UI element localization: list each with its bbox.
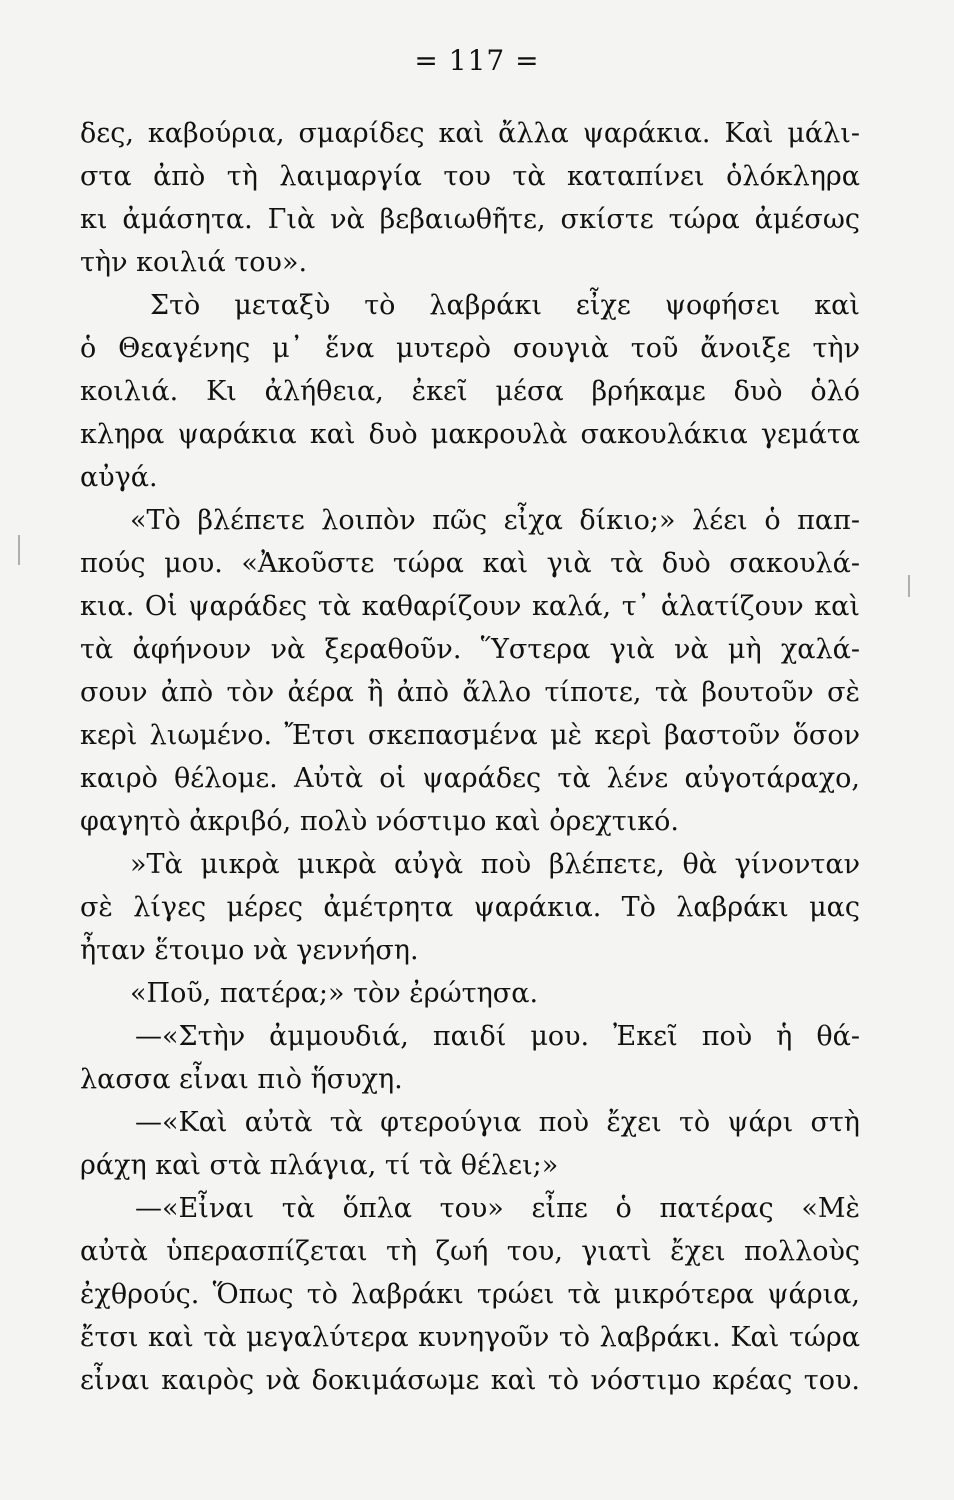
text-line: κι ἀμάσητα. Γιὰ νὰ βεβαιωθῆτε, σκίστε τώρα ἀμέσως bbox=[80, 204, 860, 235]
text-line: κοιλιά. Κι ἀλήθεια, ἐκεῖ μέσα βρήκαμε δυὸ ὁλό bbox=[80, 376, 860, 407]
text-line: —«Καὶ αὐτὰ τὰ φτερούγια ποὺ ἔχει τὸ ψάρι στὴ bbox=[135, 1107, 860, 1138]
text-line: κερὶ λιωμένο. Ἔτσι σκεπασμένα μὲ κερὶ βαστοῦν ὅσον bbox=[80, 720, 860, 751]
page-edge-mark bbox=[908, 575, 910, 597]
text-line: αὐτὰ ὑπερασπίζεται τὴ ζωή του, γιατὶ ἔχει πολλοὺς bbox=[80, 1236, 860, 1267]
page-number: = 117 = bbox=[414, 44, 540, 77]
page-edge-mark bbox=[18, 535, 20, 565]
text-line: «Ποῦ, πατέρα;» τὸν ἐρώτησα. bbox=[130, 978, 539, 1009]
text-line: τὰ ἀφήνουν νὰ ξεραθοῦν. Ὕστερα γιὰ νὰ μὴ χαλά- bbox=[80, 634, 860, 665]
text-line: κληρα ψαράκια καὶ δυὸ μακρουλὰ σακουλάκια γεμάτα bbox=[80, 419, 860, 450]
text-line: εἶναι καιρὸς νὰ δοκιμάσωμε καὶ τὸ νόστιμο κρέας του. bbox=[80, 1365, 860, 1396]
text-line: καιρὸ θέλομε. Αὐτὰ οἱ ψαράδες τὰ λένε αὐγοτάραχο, bbox=[80, 763, 860, 794]
text-line: Στὸ μεταξὺ τὸ λαβράκι εἶχε ψοφήσει καὶ bbox=[150, 290, 860, 321]
text-line: ἔτσι καὶ τὰ μεγαλύτερα κυνηγοῦν τὸ λαβράκι. Καὶ τώρα bbox=[80, 1322, 860, 1353]
text-line: δες, καβούρια, σμαρίδες καὶ ἄλλα ψαράκια. Καὶ μάλι- bbox=[80, 118, 860, 149]
text-line: πούς μου. «Ἀκοῦστε τώρα καὶ γιὰ τὰ δυὸ σακουλά- bbox=[80, 548, 860, 579]
text-line: —«Στὴν ἀμμουδιά, παιδί μου. Ἐκεῖ ποὺ ἡ θά- bbox=[135, 1021, 860, 1052]
text-line: κια. Οἱ ψαράδες τὰ καθαρίζουν καλά, τ᾿ ἁλατίζουν καὶ bbox=[80, 591, 860, 622]
text-line: ἦταν ἕτοιμο νὰ γεννήση. bbox=[80, 935, 419, 966]
text-line: φαγητὸ ἀκριβό, πολὺ νόστιμο καὶ ὀρεχτικό. bbox=[80, 806, 679, 837]
text-line: τὴν κοιλιά του». bbox=[80, 247, 308, 278]
text-line: «Τὸ βλέπετε λοιπὸν πῶς εἶχα δίκιο;» λέει ὁ παπ- bbox=[130, 505, 860, 536]
text-line: σὲ λίγες μέρες ἀμέτρητα ψαράκια. Τὸ λαβράκι μας bbox=[80, 892, 860, 923]
text-line: ἐχθρούς. Ὅπως τὸ λαβράκι τρώει τὰ μικρότερα ψάρια, bbox=[80, 1279, 860, 1310]
text-line: αὐγά. bbox=[80, 462, 158, 493]
text-line: λασσα εἶναι πιὸ ἥσυχη. bbox=[80, 1064, 403, 1095]
body-text bbox=[80, 112, 860, 1402]
text-line: ὁ Θεαγένης μ᾿ ἕνα μυτερὸ σουγιὰ τοῦ ἄνοιξε τὴν bbox=[80, 333, 860, 364]
text-line: »Τὰ μικρὰ μικρὰ αὐγὰ ποὺ βλέπετε, θὰ γίνονταν bbox=[130, 849, 860, 880]
text-line: στα ἀπὸ τὴ λαιμαργία του τὰ καταπίνει ὁλόκληρα bbox=[80, 161, 860, 192]
text-line: ράχη καὶ στὰ πλάγια, τί τὰ θέλει;» bbox=[80, 1150, 559, 1181]
text-line: —«Εἶναι τὰ ὅπλα του» εἶπε ὁ πατέρας «Μὲ bbox=[135, 1193, 860, 1224]
text-line: σουν ἀπὸ τὸν ἀέρα ἢ ἀπὸ ἄλλο τίποτε, τὰ βουτοῦν σὲ bbox=[80, 677, 860, 708]
